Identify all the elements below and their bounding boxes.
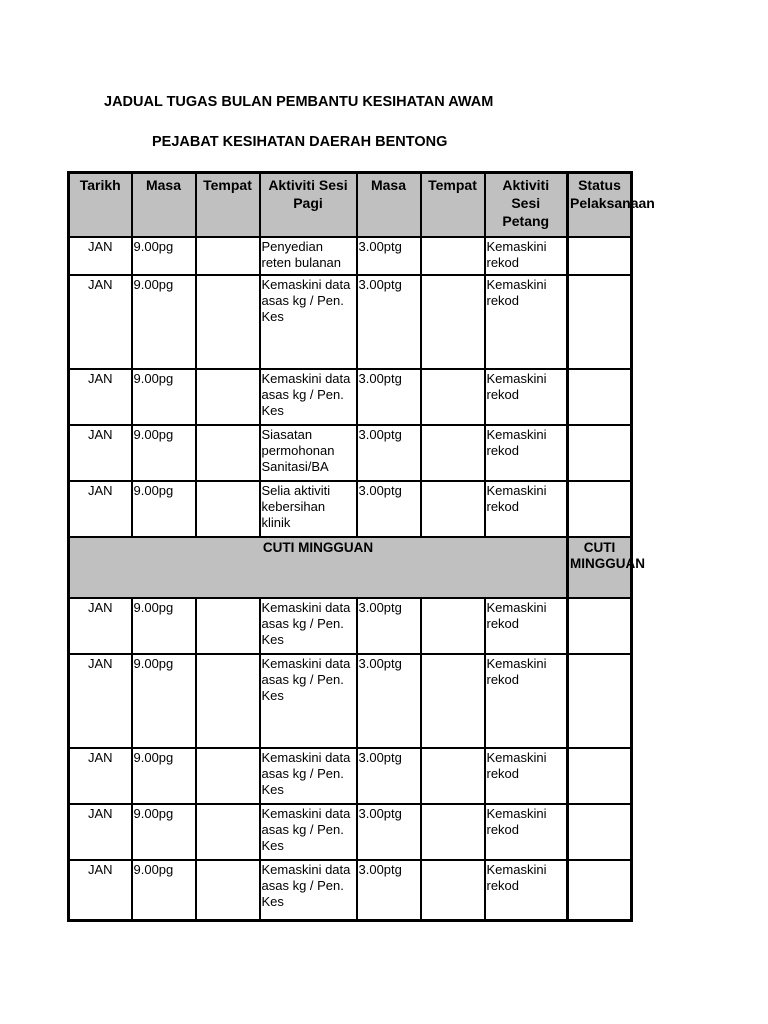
cell-aktiviti-pagi: Kemaskini data asas kg / Pen. Kes: [260, 598, 357, 654]
cell-aktiviti-petang: Kemaskini rekod: [485, 654, 568, 748]
cell-tempat-petang: [421, 654, 485, 748]
cell-tempat-pagi: [196, 369, 260, 425]
cell-tempat-pagi: [196, 425, 260, 481]
cell-status: [568, 860, 632, 921]
document-subtitle: PEJABAT KESIHATAN DAERAH BENTONG: [152, 134, 448, 150]
cell-masa-pagi: 9.00pg: [132, 425, 196, 481]
cell-masa-petang: 3.00ptg: [357, 804, 421, 860]
cell-aktiviti-pagi: Kemaskini data asas kg / Pen. Kes: [260, 748, 357, 804]
cell-aktiviti-petang: Kemaskini rekod: [485, 860, 568, 921]
cell-tarikh: JAN: [69, 804, 132, 860]
cell-status: [568, 748, 632, 804]
table-row: [69, 237, 632, 275]
cell-masa-petang: 3.00ptg: [357, 748, 421, 804]
cell-aktiviti-petang: Kemaskini rekod: [485, 237, 568, 275]
table-row: [69, 860, 632, 921]
cell-tarikh: JAN: [69, 860, 132, 921]
header-aktiviti-pagi: Aktiviti Sesi Pagi: [260, 173, 357, 237]
cell-masa-petang: 3.00ptg: [357, 369, 421, 425]
cell-tarikh: JAN: [69, 481, 132, 537]
cell-aktiviti-pagi: Penyedian reten bulanan: [260, 237, 357, 275]
cell-aktiviti-pagi: Kemaskini data asas kg / Pen. Kes: [260, 369, 357, 425]
cell-status: [568, 369, 632, 425]
cell-aktiviti-pagi: Kemaskini data asas kg / Pen. Kes: [260, 860, 357, 921]
cell-masa-pagi: 9.00pg: [132, 598, 196, 654]
cell-tempat-petang: [421, 748, 485, 804]
cell-masa-petang: 3.00ptg: [357, 425, 421, 481]
cell-tempat-petang: [421, 425, 485, 481]
cell-tempat-petang: [421, 804, 485, 860]
cell-status: [568, 598, 632, 654]
cell-masa-petang: 3.00ptg: [357, 481, 421, 537]
cell-masa-pagi: 9.00pg: [132, 654, 196, 748]
cell-status: [568, 275, 632, 369]
cell-tempat-petang: [421, 598, 485, 654]
cell-status: [568, 481, 632, 537]
cell-tempat-pagi: [196, 481, 260, 537]
table-row: [69, 275, 632, 369]
cell-tarikh: JAN: [69, 654, 132, 748]
cell-aktiviti-petang: Kemaskini rekod: [485, 598, 568, 654]
cell-tarikh: JAN: [69, 598, 132, 654]
cell-aktiviti-petang: Kemaskini rekod: [485, 481, 568, 537]
cell-aktiviti-pagi: Kemaskini data asas kg / Pen. Kes: [260, 804, 357, 860]
table-header-row: [69, 173, 632, 237]
header-aktiviti-petang: Aktiviti Sesi Petang: [485, 173, 568, 237]
cell-aktiviti-petang: Kemaskini rekod: [485, 275, 568, 369]
cuti-mingguan-row: [69, 537, 632, 598]
header-masa-petang: Masa: [357, 173, 421, 237]
cell-masa-pagi: 9.00pg: [132, 275, 196, 369]
cell-aktiviti-pagi: Selia aktiviti kebersihan klinik: [260, 481, 357, 537]
cell-tempat-petang: [421, 369, 485, 425]
cell-masa-pagi: 9.00pg: [132, 369, 196, 425]
table-body: [69, 237, 645, 921]
duty-roster-table: [67, 171, 655, 922]
cell-aktiviti-petang: Kemaskini rekod: [485, 369, 568, 425]
cell-aktiviti-pagi: Kemaskini data asas kg / Pen. Kes: [260, 275, 357, 369]
cell-tempat-pagi: [196, 860, 260, 921]
cell-masa-pagi: 9.00pg: [132, 804, 196, 860]
cell-masa-pagi: 9.00pg: [132, 237, 196, 275]
table-row: [69, 425, 632, 481]
cell-tempat-pagi: [196, 804, 260, 860]
cell-tempat-petang: [421, 860, 485, 921]
header-tempat-petang: Tempat: [421, 173, 485, 237]
cell-status: [568, 425, 632, 481]
cell-aktiviti-petang: Kemaskini rekod: [485, 425, 568, 481]
cell-tarikh: JAN: [69, 237, 132, 275]
header-status: Status Pelaksanaan: [568, 173, 632, 237]
cell-masa-petang: 3.00ptg: [357, 654, 421, 748]
cell-masa-petang: 3.00ptg: [357, 598, 421, 654]
cell-tempat-pagi: [196, 598, 260, 654]
cell-tempat-petang: [421, 481, 485, 537]
table-row: [69, 369, 632, 425]
document-title: JADUAL TUGAS BULAN PEMBANTU KESIHATAN AWAM: [104, 94, 494, 110]
cell-masa-pagi: 9.00pg: [132, 860, 196, 921]
cell-status: [568, 654, 632, 748]
cell-tempat-petang: [421, 237, 485, 275]
cell-tempat-pagi: [196, 748, 260, 804]
cell-tempat-petang: [421, 275, 485, 369]
header-tempat-pagi: Tempat: [196, 173, 260, 237]
header-masa-pagi: Masa: [132, 173, 196, 237]
table-row: [69, 748, 632, 804]
cuti-label: CUTI MINGGUAN: [69, 537, 568, 598]
cell-masa-pagi: 9.00pg: [132, 481, 196, 537]
cell-masa-petang: 3.00ptg: [357, 275, 421, 369]
cell-masa-petang: 3.00ptg: [357, 860, 421, 921]
cuti-status-label: CUTI MINGGUAN: [568, 537, 632, 598]
cell-aktiviti-petang: Kemaskini rekod: [485, 804, 568, 860]
cell-masa-pagi: 9.00pg: [132, 748, 196, 804]
header-tarikh: Tarikh: [69, 173, 132, 237]
table-row: [69, 481, 632, 537]
cell-aktiviti-petang: Kemaskini rekod: [485, 748, 568, 804]
cell-status: [568, 804, 632, 860]
table-row: [69, 804, 632, 860]
cell-tempat-pagi: [196, 275, 260, 369]
table-row: [69, 654, 632, 748]
cell-tempat-pagi: [196, 654, 260, 748]
cell-status: [568, 237, 632, 275]
cell-tarikh: JAN: [69, 275, 132, 369]
cell-tarikh: JAN: [69, 748, 132, 804]
cell-tempat-pagi: [196, 237, 260, 275]
cell-aktiviti-pagi: Kemaskini data asas kg / Pen. Kes: [260, 654, 357, 748]
cell-aktiviti-pagi: Siasatan permohonan Sanitasi/BA: [260, 425, 357, 481]
cell-tarikh: JAN: [69, 369, 132, 425]
table-row: [69, 598, 632, 654]
cell-tarikh: JAN: [69, 425, 132, 481]
cell-masa-petang: 3.00ptg: [357, 237, 421, 275]
